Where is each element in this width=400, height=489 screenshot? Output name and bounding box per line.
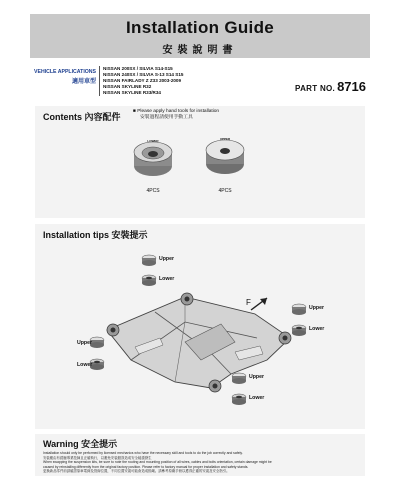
- warning-line: Installation should only be performed by licensed mechanics who have the necessary skill and tools to do the job correctly and safely.: [43, 451, 243, 455]
- vehicle-divider: [99, 66, 100, 96]
- lower-bushing-mark: LOWER: [147, 139, 159, 143]
- forward-direction-label: F: [246, 298, 251, 307]
- bullet-icon: ■: [133, 109, 138, 114]
- vehicle-applications-label-en: VEHICLE APPLICATIONS: [34, 69, 96, 75]
- vehicle-applications-label: [34, 69, 96, 85]
- page-title: Installation Guide: [125, 18, 275, 37]
- label-upper: Upper: [159, 256, 174, 262]
- contents-title: Contents 內容配件: [43, 112, 121, 122]
- header-banner: [30, 14, 370, 58]
- warning-panel: [35, 434, 365, 476]
- label-lower: Lower: [77, 362, 93, 368]
- warning-line: 更換新品零件前請確認原車電線及管線位置，不同位置安裝可能會造成損壞。請參考原廠手冊以獲得正確的安裝及安全指引。: [43, 469, 230, 473]
- bushing-pair-bottom: [232, 373, 246, 405]
- tools-note-cn: 安裝過程請使用手動工具: [140, 115, 193, 120]
- bushing-pair-top-left: [142, 255, 156, 286]
- vehicle-model: NISSAN 240SX / SILVIA S-13 S14 S15: [103, 72, 184, 77]
- warning-title: Warning 安全提示: [43, 439, 118, 449]
- part-number: [295, 78, 366, 96]
- warning-line: When swapping the suspension kits, be sure to note the routing and mounting position of all wires, cables and bolts orientation, certain damage might be: [43, 460, 272, 464]
- tools-note-en: Please apply hand tools for installation: [137, 109, 220, 114]
- upper-bushing-mark: UPPER: [219, 137, 231, 141]
- lower-bushing-qty: 4PCS: [146, 188, 160, 194]
- upper-bushing-qty: 4PCS: [218, 188, 232, 194]
- label-upper: Upper: [249, 374, 264, 380]
- label-lower: Lower: [309, 326, 325, 332]
- warning-line: 安裝應由有經驗專業技師且正確執行，以避免安裝錯誤造成安全疑慮發生: [43, 455, 152, 460]
- label-upper: Upper: [77, 340, 92, 346]
- installation-tips-title: Installation tips 安裝提示: [43, 230, 148, 240]
- warning-line: caused by reinstalling differently from the original factory position. Please refer to factory manual for proper installation and safety stands.: [43, 464, 249, 469]
- label-lower: Lower: [159, 276, 175, 282]
- vehicle-model-list: [103, 66, 263, 96]
- vehicle-applications-label-cn: 適用車型: [71, 79, 96, 85]
- part-number-label: PART NO.: [295, 84, 336, 93]
- tools-note: [133, 109, 219, 121]
- vehicle-model: NISSAN SKYLINE R33/R34: [103, 90, 161, 95]
- vehicle-model: NISSAN FAIRLADY Z Z33 2003-2009: [103, 78, 182, 83]
- vehicle-model: NISSAN SKYLINE R32: [103, 84, 152, 89]
- installation-guide-page: [30, 14, 370, 476]
- part-number-value: 8716: [337, 79, 366, 94]
- page-title-cn: 安裝說明書: [162, 45, 238, 56]
- installation-tips-panel: [35, 224, 365, 429]
- contents-panel: [35, 106, 365, 218]
- subframe-diagram: [35, 242, 365, 427]
- bushing-pair-right: [292, 304, 306, 336]
- label-lower: Lower: [249, 395, 265, 401]
- vehicle-model: NISSAN 200SX / SILVIA S14-S15: [103, 66, 173, 71]
- label-upper: Upper: [309, 305, 324, 311]
